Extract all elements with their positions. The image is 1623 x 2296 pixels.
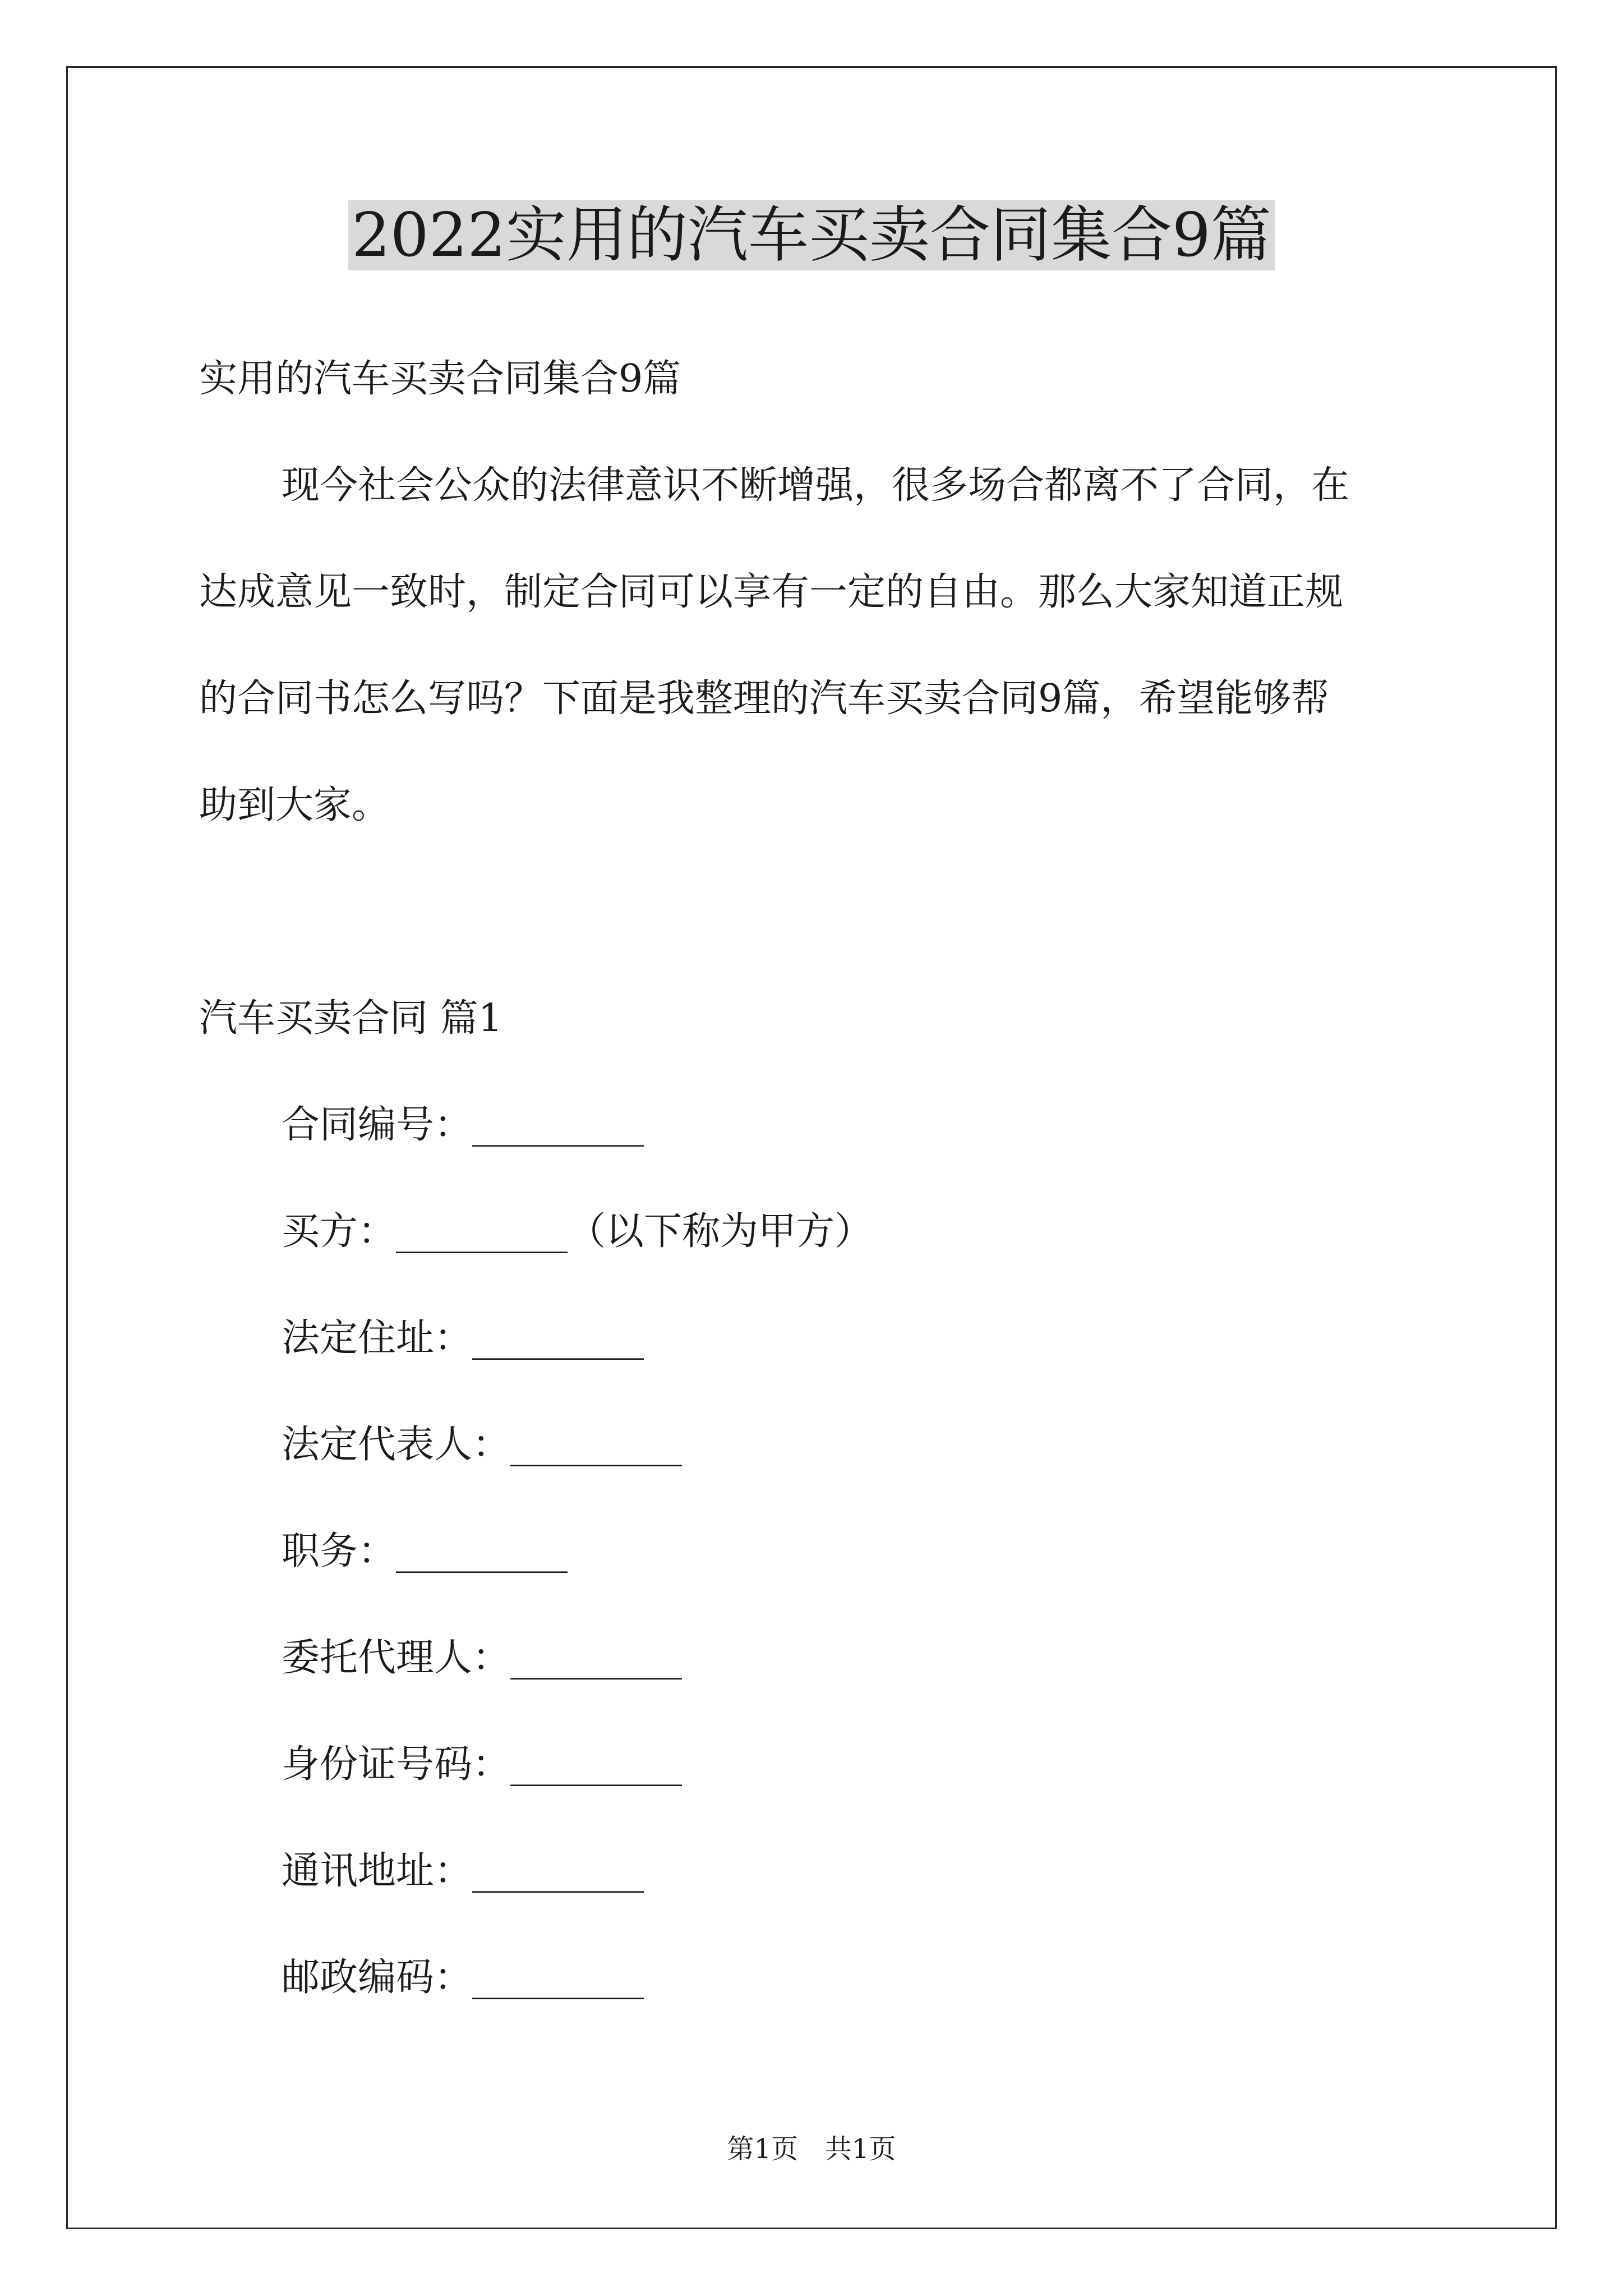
field-postal-code: 邮政编码：_________ <box>282 1955 644 2000</box>
intro-line: 达成意见一致时，制定合同可以享有一定的自由。那么大家知道正规 <box>199 570 1344 614</box>
page-number-footer: 第1页 共1页 <box>727 2133 896 2165</box>
field-contract-number: 合同编号：_________ <box>282 1103 644 1147</box>
field-mailing-address: 通讯地址：_________ <box>282 1849 644 1893</box>
field-id-number: 身份证号码：_________ <box>282 1742 683 1787</box>
document-title <box>0 199 1623 272</box>
intro-line: 现今社会公众的法律意识不断增强，很多场合都离不了合同，在 <box>282 463 1350 508</box>
field-buyer: 买方：_________（以下称为甲方） <box>282 1209 873 1254</box>
intro-line: 的合同书怎么写吗？下面是我整理的汽车买卖合同9篇，希望能够帮 <box>199 677 1330 721</box>
section-heading: 汽车买卖合同 篇1 <box>199 996 502 1041</box>
field-authorized-agent: 委托代理人：_________ <box>282 1636 683 1680</box>
document-title-text: 2022实用的汽车买卖合同集合9篇 <box>348 200 1275 270</box>
intro-line: 助到大家。 <box>199 783 390 827</box>
field-legal-representative: 法定代表人：_________ <box>282 1423 683 1467</box>
document-subtitle: 实用的汽车买卖合同集合9篇 <box>199 357 681 401</box>
field-legal-address: 法定住址：_________ <box>282 1316 644 1360</box>
field-position: 职务：_________ <box>282 1529 568 1573</box>
